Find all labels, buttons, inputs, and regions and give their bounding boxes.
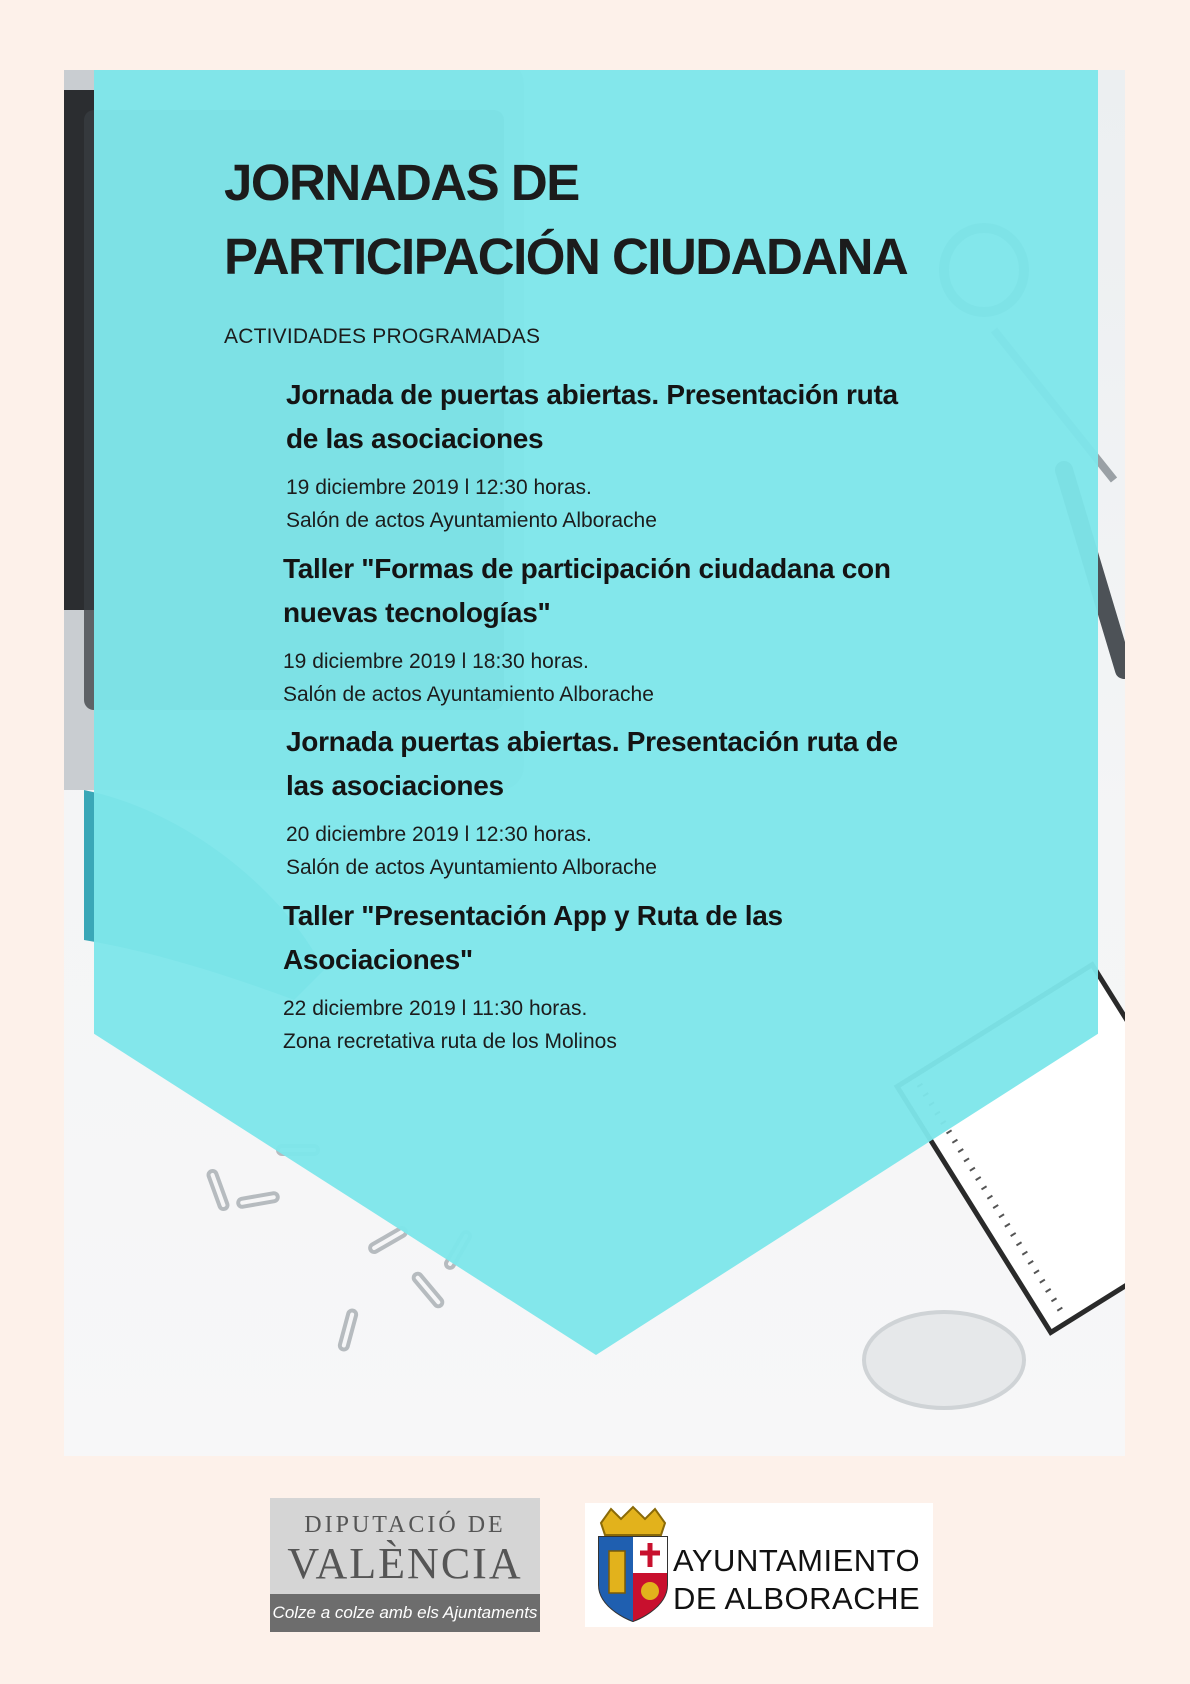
event-date: 20 diciembre 2019 l 12:30 horas. — [286, 823, 592, 846]
event-location: Salón de actos Ayuntamiento Alborache — [286, 509, 657, 532]
ayuntamiento-logo-line-2: DE ALBORACHE — [673, 1581, 921, 1616]
event-title — [283, 894, 983, 982]
event-date: 19 diciembre 2019 l 12:30 horas. — [286, 476, 592, 499]
subtitle: ACTIVIDADES PROGRAMADAS — [224, 325, 541, 348]
event-title-line-2: de las asociaciones — [286, 423, 544, 454]
event-item-3 — [286, 720, 986, 884]
event-title-line-2: Asociaciones" — [283, 944, 473, 975]
diputacio-valencia-logo — [270, 1498, 540, 1632]
event-title-line-2: las asociaciones — [286, 770, 504, 801]
event-title-line-1: Jornada de puertas abiertas. Presentación ruta — [286, 379, 898, 410]
event-title-line-2: nuevas tecnologías" — [283, 597, 551, 628]
event-title — [283, 547, 983, 635]
page-title — [224, 146, 1124, 294]
event-item-2 — [283, 547, 983, 711]
ayuntamiento-logo-line-1: AYUNTAMIENTO — [673, 1543, 921, 1578]
tape-dispenser-shape — [864, 1312, 1024, 1408]
event-title — [286, 373, 986, 461]
event-location: Salón de actos Ayuntamiento Alborache — [286, 856, 657, 879]
ayuntamiento-alborache-logo — [585, 1503, 933, 1627]
event-item-4 — [283, 894, 983, 1058]
event-title — [286, 720, 986, 808]
event-title-line-1: Taller "Formas de participación ciudadana con — [283, 553, 891, 584]
event-item-1 — [286, 373, 986, 537]
title-line-2: PARTICIPACIÓN CIUDADANA — [224, 228, 908, 285]
event-location: Zona recretativa ruta de los Molinos — [283, 1030, 617, 1053]
title-line-1: JORNADAS DE — [224, 154, 579, 211]
event-date: 22 diciembre 2019 l 11:30 horas. — [283, 997, 588, 1020]
event-title-line-1: Jornada puertas abiertas. Presentación ruta de — [286, 726, 898, 757]
event-title-line-1: Taller "Presentación App y Ruta de las — [283, 900, 783, 931]
diputacio-logo-line-2: VALÈNCIA — [287, 1539, 523, 1588]
diputacio-logo-tagline: Colze a colze amb els Ajuntaments — [270, 1594, 540, 1632]
coat-of-arms-icon — [593, 1505, 673, 1625]
event-date: 19 diciembre 2019 l 18:30 horas. — [283, 650, 589, 673]
event-location: Salón de actos Ayuntamiento Alborache — [283, 683, 654, 706]
diputacio-logo-line-1: DIPUTACIÓ DE — [304, 1512, 506, 1538]
